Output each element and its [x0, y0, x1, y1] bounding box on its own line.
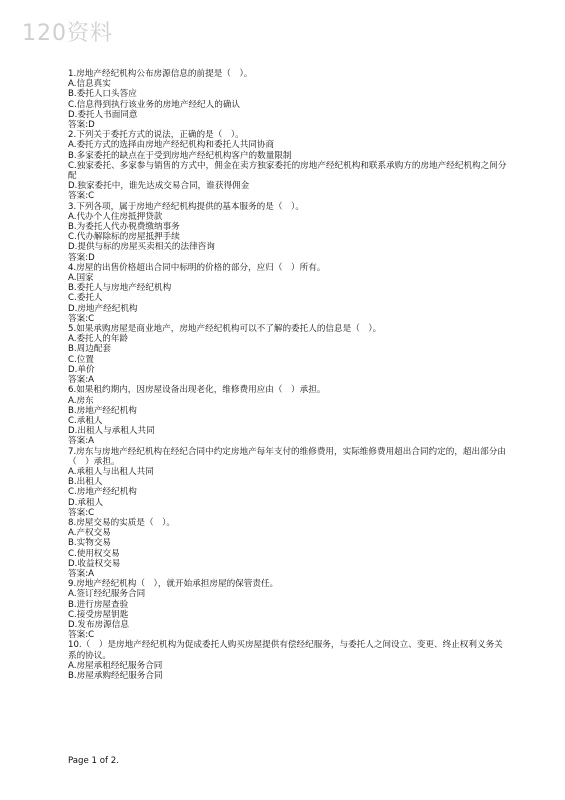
document-line: A.国家: [68, 273, 94, 284]
document-line: 4.房屋的出售价格超出合同中标明的价格的部分，应归（ ）所有。: [68, 262, 326, 273]
document-line: B.房地产经纪机构: [68, 405, 137, 416]
document-line: 6.如果租约期内，因房屋设备出现老化，维修费用应由（ ）承担。: [68, 385, 326, 396]
document-line: B.多家委托的缺点在于受到房地产经纪机构客户的数量限制: [68, 150, 292, 161]
document-line: D.单价: [68, 364, 95, 375]
document-line: B.委托人口头答应: [68, 89, 137, 100]
document-line: A.承租人与出租人共同: [68, 466, 154, 477]
document-line: C.委托人: [68, 293, 103, 304]
document-line: B.委托人与房地产经纪机构: [68, 283, 172, 294]
document-line: 答案:A: [68, 436, 94, 447]
document-line: B.实物交易: [68, 538, 112, 549]
document-line: C.承租人: [68, 415, 103, 426]
document-line: C.使用权交易: [68, 548, 120, 559]
document-line: 答案:D: [68, 252, 95, 263]
document-line: 答案:C: [68, 313, 95, 324]
document-body: [68, 69, 508, 681]
document-line: D.发布房源信息: [68, 619, 129, 630]
document-line: 5.如果承购房屋是商业地产，房地产经纪机构可以不了解的委托人的信息是（ ）。: [68, 324, 382, 335]
document-line: A.房屋承租经纪服务合同: [68, 660, 163, 671]
document-line: D.承租人: [68, 497, 104, 508]
document-line: 2.下列关于委托方式的说法，正确的是（ ）。: [68, 130, 244, 141]
document-line: D.出租人与承租人共同: [68, 426, 155, 437]
document-line: 7.房东与房地产经纪机构在经纪合同中约定房地产每年支付的维修费用，实际维修费用超出合同约定的，超出部分由（ ）承担。: [68, 446, 506, 467]
document-line: B.房屋承购经纪服务合同: [68, 670, 163, 681]
document-line: A.委托人的年龄: [68, 334, 129, 345]
page-number: Page 1 of 2.: [68, 756, 119, 766]
document-line: A.代办个人住房抵押贷款: [68, 211, 163, 222]
document-line: C.接受房屋钥匙: [68, 609, 129, 620]
document-line: B.为委托人代办税费缴纳事务: [68, 222, 180, 233]
document-line: C.位置: [68, 354, 94, 365]
document-line: B.周边配套: [68, 344, 112, 355]
document-line: 答案:C: [68, 630, 95, 641]
document-line: A.信息真实: [68, 79, 111, 90]
document-line: B.进行房屋查验: [68, 599, 129, 610]
document-line: C.代办解除标的房屋抵押手续: [68, 232, 180, 243]
document-line: 8.房屋交易的实质是（ ）。: [68, 517, 176, 528]
document-line: 10.（ ）是房地产经纪机构为促成委托人购买房屋提供有偿经纪服务，与委托人之间设立、变更、终止权利义务关系的协议。: [68, 640, 503, 661]
document-line: 1.房地产经纪机构公布房源信息的前提是（ ）。: [68, 69, 253, 79]
document-line: C.信息得到执行该业务的房地产经纪人的确认: [68, 99, 241, 110]
document-line: A.委托方式的选择由房地产经纪机构和委托人共同协商: [68, 140, 275, 151]
document-line: 3.下列各项，属于房地产经纪机构提供的基本服务的是（ ）。: [68, 201, 304, 212]
document-line: 9.房地产经纪机构（ ），就开始承担房屋的保管责任。: [68, 579, 279, 590]
document-line: 答案:C: [68, 191, 95, 202]
document-line: C.独家委托、多家参与销售的方式中，佣金在卖方独家委托的房地产经纪机构和联系承购方的房地产经纪机构之间分配: [68, 160, 507, 182]
watermark-logo: 120资料: [22, 21, 113, 46]
document-line: 答案:A: [68, 375, 94, 386]
document-line: A.产权交易: [68, 528, 111, 539]
document-line: 答案:D: [68, 120, 95, 131]
document-line: D.收益权交易: [68, 558, 121, 569]
document-line: D.委托人书面同意: [68, 109, 138, 120]
document-line: D.房地产经纪机构: [68, 303, 138, 314]
document-line: D.提供与标的房屋买卖相关的法律咨询: [68, 242, 215, 253]
document-line: 答案:C: [68, 507, 95, 518]
document-line: C.房地产经纪机构: [68, 487, 137, 498]
document-line: D.独家委托中，谁先达成交易合同，谁获得佣金: [68, 181, 250, 192]
document-line: A.签订经纪服务合同: [68, 589, 146, 600]
document-line: B.出租人: [68, 477, 103, 488]
document-line: 答案:A: [68, 568, 94, 579]
document-line: A.房东: [68, 395, 94, 406]
